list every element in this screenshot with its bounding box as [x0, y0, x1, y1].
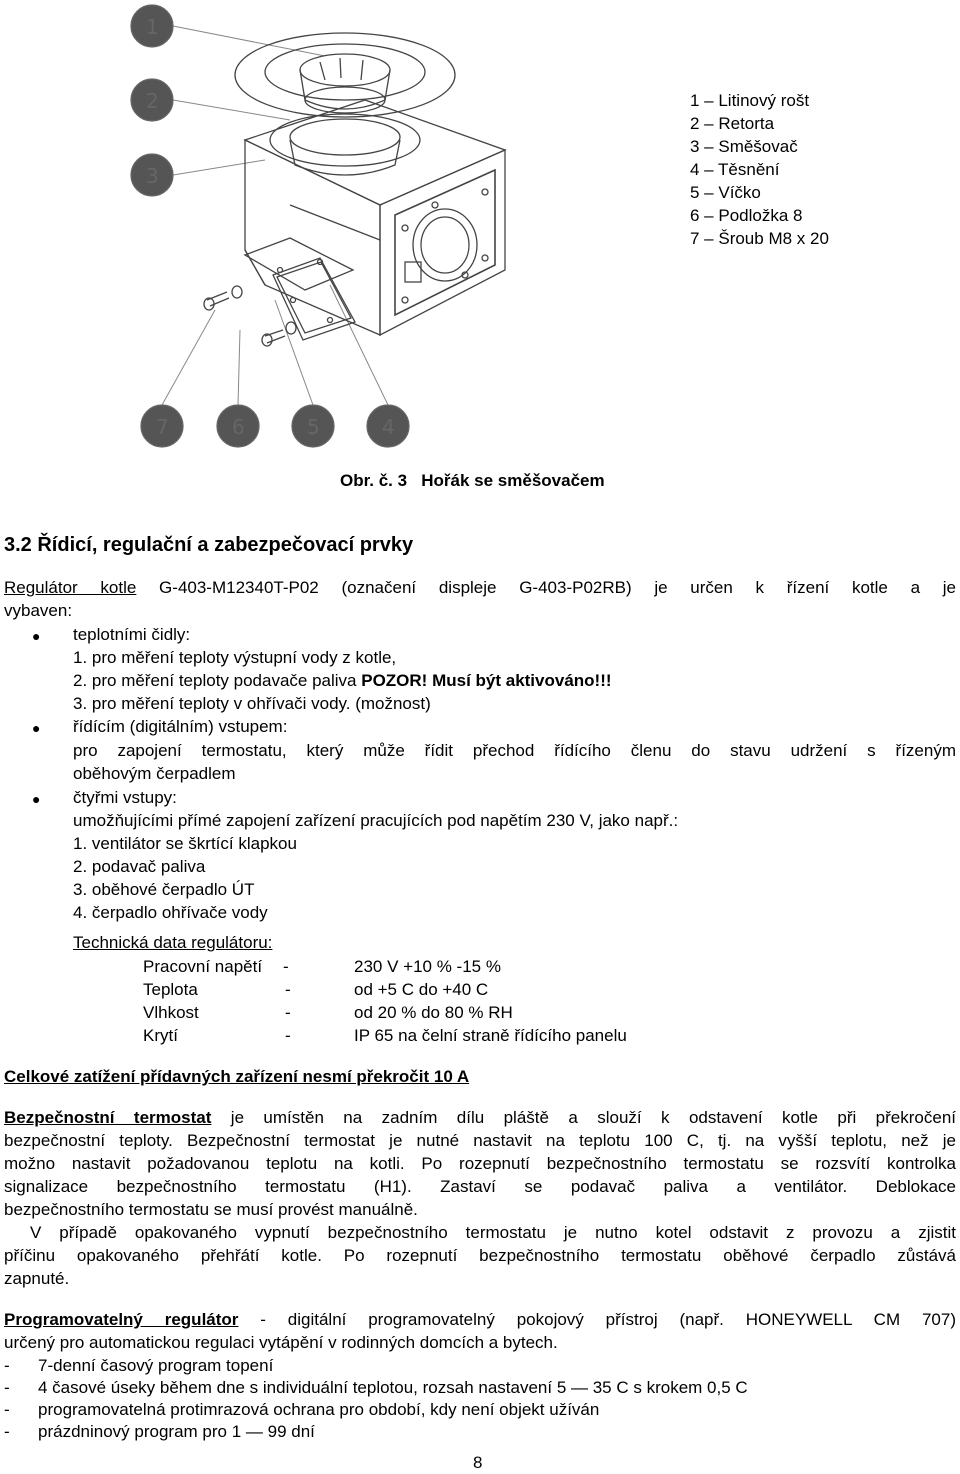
bullet-digital-input: řídícím (digitálním) vstupem:: [73, 717, 288, 736]
callout-7: 7: [156, 415, 169, 439]
retort-ring: [270, 114, 420, 175]
callout-5: 5: [307, 415, 320, 439]
tech-row-name: Krytí: [143, 1026, 178, 1045]
tech-row-dash: -: [285, 1003, 291, 1022]
feature-dash: -: [4, 1422, 10, 1441]
programmable-line-1: [4, 1309, 956, 1331]
sensor-item-1: 1. pro měření teploty výstupní vody z kotle,: [73, 648, 397, 667]
callout-2: 2: [146, 89, 159, 113]
gasket-and-lid: [245, 238, 355, 340]
programmable-text: - digitální programovatelný pokojový přístroj (např. HONEYWELL CM 707): [238, 1310, 956, 1329]
safety-line-6: V případě opakovaného vypnutí bezpečnostního termostatu je nutno kotel odstavit z provozu a zjistit: [30, 1223, 956, 1242]
safety-line-2: bezpečnostní teploty. Bezpečnostní termostat je nutné nastavit na teplotu 100 C, tj. na vyšší teplotu, než je: [4, 1131, 956, 1150]
callout-4: 4: [382, 415, 395, 439]
burner-exploded-drawing: [115, 0, 560, 455]
output-item-2: 2. podavač paliva: [73, 857, 206, 876]
tech-row-name: Vlhkost: [143, 1003, 199, 1022]
callout-1: 1: [146, 15, 159, 39]
feature-dash: -: [4, 1356, 10, 1375]
safety-line-4: signalizace bezpečnostního termostatu (H1). Zastaví se podavač paliva a ventilátor. Deblokace: [4, 1177, 956, 1196]
safety-line-5: bezpečnostního termostatu se musí provést manuálně.: [4, 1200, 418, 1219]
digital-input-description-2: oběhovým čerpadlem: [73, 764, 236, 783]
bullet-dot: ●: [32, 720, 41, 736]
programmable-label: Programovatelný regulátor: [4, 1310, 239, 1329]
section-heading: 3.2 Řídicí, regulační a zabezpečovací prvky: [4, 534, 414, 556]
regulator-intro-line2: vybaven:: [4, 601, 73, 620]
programmable-line-2: určený pro automatickou regulaci vytápění v rodinných domcích a bytech.: [4, 1333, 558, 1352]
figure-caption: [340, 470, 605, 492]
callout-3: 3: [146, 164, 159, 188]
regulator-intro: [4, 577, 956, 599]
safety-line-8: zapnuté.: [4, 1269, 70, 1288]
tech-row-dash: -: [283, 957, 289, 976]
legend-item-3: 3 – Směšovač: [690, 137, 798, 156]
callout-circles: [131, 5, 409, 447]
bullet-dot: ●: [32, 628, 41, 644]
bullet-sensors: teplotními čidly:: [73, 625, 191, 644]
output-item-3: 3. oběhové čerpadlo ÚT: [73, 880, 255, 899]
sensor-item-2-text: 2. pro měření teploty podavače paliva: [73, 671, 362, 690]
legend-item-6: 6 – Podložka 8: [690, 206, 803, 225]
sensor-item-3: 3. pro měření teploty v ohřívači vody. (možnost): [73, 694, 431, 713]
page-number: 8: [473, 1453, 483, 1472]
regulator-intro-text: G-403-M12340T-P02 (označení displeje G-403-P02RB) je určen k řízení kotle a je: [136, 578, 957, 597]
safety-line-3: možno nastavit požadovanou teplotu na kotli. Po rozepnutí bezpečnostního termostatu se rozsvítí kontrolka: [4, 1154, 956, 1173]
sensor-item-2-warning: POZOR! Musí být aktivováno!!!: [361, 671, 612, 690]
legend-item-2: 2 – Retorta: [690, 114, 775, 133]
tech-data-heading: Technická data regulátoru:: [73, 933, 273, 952]
bullet-dot: ●: [32, 791, 41, 807]
feature-item-3: programovatelná protimrazová ochrana pro období, kdy není objekt užíván: [38, 1400, 600, 1419]
tech-row-value: od 20 % do 80 % RH: [354, 1003, 513, 1022]
tech-row-name: Pracovní napětí: [143, 957, 263, 976]
feature-item-4: prázdninový program pro 1 — 99 dní: [38, 1422, 315, 1441]
feature-dash: -: [4, 1378, 10, 1397]
legend-item-4: 4 – Těsnění: [690, 160, 780, 179]
feature-dash: -: [4, 1400, 10, 1419]
safety-text: je umístěn na zadním dílu pláště a slouží k odstavení kotle při překročení: [211, 1108, 956, 1127]
bullet-four-inputs: čtyřmi vstupy:: [73, 788, 177, 807]
tech-row-name: Teplota: [143, 980, 198, 999]
digital-input-description: pro zapojení termostatu, který může řídit přechod řídícího členu do stavu udržení s řízeným: [73, 741, 956, 760]
callout-6: 6: [232, 415, 245, 439]
legend-item-5: 5 – Víčko: [690, 183, 761, 202]
safety-line-1: [4, 1107, 956, 1129]
tech-row-dash: -: [285, 1026, 291, 1045]
tech-row-dash: -: [285, 980, 291, 999]
tech-row-value: IP 65 na čelní straně řídícího panelu: [354, 1026, 627, 1045]
output-item-4: 4. čerpadlo ohřívače vody: [73, 903, 268, 922]
load-notice: Celkové zatížení přídavných zařízení nesmí překročit 10 A: [4, 1067, 470, 1086]
legend-item-7: 7 – Šroub M8 x 20: [690, 229, 829, 248]
tech-row-value: 230 V +10 % -15 %: [354, 957, 501, 976]
four-inputs-description: umožňujícími přímé zapojení zařízení pracujících pod napětím 230 V, jako např.:: [73, 811, 679, 830]
safety-label: Bezpečnostní termostat: [4, 1108, 212, 1127]
grate-dish: [235, 33, 455, 117]
legend-item-1: 1 – Litinový rošt: [690, 91, 810, 110]
tech-row-value: od +5 C do +40 C: [354, 980, 489, 999]
figure-caption-text: Hořák se směšovačem: [421, 471, 605, 490]
output-item-1: 1. ventilátor se škrtící klapkou: [73, 834, 297, 853]
regulator-intro-label: Regulátor kotle: [4, 578, 137, 597]
feature-item-1: 7-denní časový program topení: [38, 1356, 274, 1375]
figure-caption-number: Obr. č. 3: [340, 471, 408, 490]
safety-line-7: příčinu opakovaného přehřátí kotle. Po rozepnutí bezpečnostního termostatu oběhové čerpadlo zůstává: [4, 1246, 956, 1265]
feature-item-2: 4 časové úseky během dne s individuální teplotou, rozsah nastavení 5 — 35 C s krokem 0,5 C: [38, 1378, 748, 1397]
sensor-item-2: [73, 670, 612, 692]
